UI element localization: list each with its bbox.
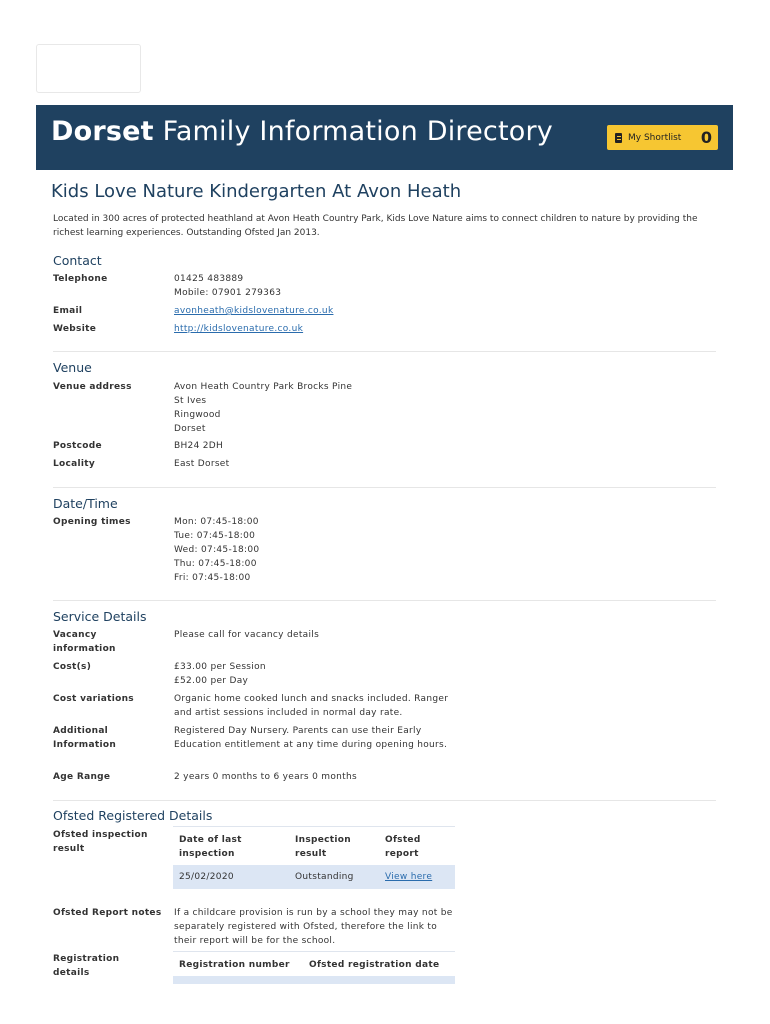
table-header: Inspection result	[295, 835, 351, 859]
mobile-number: Mobile: 07901 279363	[174, 288, 282, 298]
ofsted-heading: Ofsted Registered Details	[53, 808, 213, 823]
vacancy-value: Please call for vacancy details	[174, 630, 320, 640]
opening-day: Fri: 07:45-18:00	[174, 573, 251, 583]
cost-label: Cost(s)	[53, 662, 92, 672]
section-divider	[53, 800, 716, 801]
postcode-value: BH24 2DH	[174, 441, 224, 451]
datetime-section	[53, 496, 716, 512]
registration-date-cell	[303, 976, 455, 984]
registration-details-label: Registration details	[53, 954, 120, 978]
website-label: Website	[53, 324, 97, 334]
opening-day: Wed: 07:45-18:00	[174, 545, 260, 555]
provider-description: Located in 300 acres of protected heathland at Avon Heath Country Park, Kids Love Nature aims to connect children to nature by providing the richest learning experiences. Outstanding Ofsted Jan 2013.	[53, 214, 698, 238]
shortlist-count: 0	[700, 128, 712, 147]
site-header-banner	[36, 105, 733, 170]
locality-label: Locality	[53, 459, 96, 469]
shortlist-label: My Shortlist	[628, 132, 682, 143]
vacancy-label: Vacancy information	[53, 630, 116, 654]
table-row	[173, 976, 455, 984]
view-report-link[interactable]: View here	[385, 872, 433, 882]
site-logo-placeholder	[36, 44, 141, 93]
registration-table	[173, 951, 455, 984]
registration-number-cell	[173, 976, 303, 984]
opening-times-label: Opening times	[53, 517, 131, 527]
venue-address-label: Venue address	[53, 382, 132, 392]
contact-heading: Contact	[53, 253, 102, 268]
table-header: Registration number	[179, 960, 290, 970]
locality-value: East Dorset	[174, 459, 230, 469]
address-line: St Ives	[174, 396, 207, 406]
venue-address-value	[174, 380, 464, 436]
opening-day: Thu: 07:45-18:00	[174, 559, 257, 569]
table-header: Ofsted report	[385, 835, 421, 859]
address-line: Ringwood	[174, 410, 221, 420]
table-header: Date of last inspection	[179, 835, 242, 859]
ofsted-inspection-label: Ofsted inspection result	[53, 830, 148, 854]
inspection-result-cell: Outstanding	[289, 865, 379, 889]
cost-line: £52.00 per Day	[174, 676, 249, 686]
cost-value	[174, 660, 464, 688]
datetime-heading: Date/Time	[53, 496, 118, 511]
telephone-value	[174, 272, 464, 300]
venue-section	[53, 360, 716, 376]
opening-day: Mon: 07:45-18:00	[174, 517, 259, 527]
shortlist-list-icon	[615, 133, 622, 143]
email-link[interactable]: avonheath@kidslovenature.co.uk	[174, 306, 334, 316]
telephone-label: Telephone	[53, 274, 108, 284]
cost-line: £33.00 per Session	[174, 662, 266, 672]
report-notes-label: Ofsted Report notes	[53, 908, 162, 918]
address-line: Avon Heath Country Park Brocks Pine	[174, 382, 353, 392]
ofsted-inspection-table	[173, 826, 455, 889]
additional-info-value: Registered Day Nursery. Parents can use their Early Education entitlement at any time during opening hours.	[174, 726, 448, 750]
report-notes-value: If a childcare provision is run by a school they may not be separately registered with Ofsted, therefore the link to their report will be for the school.	[174, 908, 453, 946]
ofsted-report-cell	[379, 865, 455, 889]
address-line: Dorset	[174, 424, 206, 434]
age-range-label: Age Range	[53, 772, 111, 782]
site-title[interactable]: Dorset Family Information Directory	[51, 116, 553, 147]
service-section	[53, 609, 716, 625]
email-label: Email	[53, 306, 83, 316]
opening-day: Tue: 07:45-18:00	[174, 531, 256, 541]
opening-times-value	[174, 515, 464, 585]
age-range-value: 2 years 0 months to 6 years 0 months	[174, 772, 357, 782]
telephone-number: 01425 483889	[174, 274, 244, 284]
section-divider	[53, 600, 716, 601]
contact-section	[53, 253, 716, 269]
cost-variations-value: Organic home cooked lunch and snacks included. Ranger and artist sessions included in normal day rate.	[174, 694, 449, 718]
postcode-label: Postcode	[53, 441, 102, 451]
email-value	[174, 304, 464, 318]
website-value	[174, 322, 464, 336]
table-row	[173, 865, 455, 889]
service-heading: Service Details	[53, 609, 147, 624]
section-divider	[53, 487, 716, 488]
inspection-date-cell: 25/02/2020	[173, 865, 289, 889]
my-shortlist-button[interactable]	[607, 125, 718, 150]
table-header: Ofsted registration date	[309, 960, 440, 970]
additional-info-label: Additional Information	[53, 726, 117, 750]
website-link[interactable]: http://kidslovenature.co.uk	[174, 324, 304, 334]
ofsted-section	[53, 808, 716, 824]
section-divider	[53, 351, 716, 352]
venue-heading: Venue	[53, 360, 92, 375]
cost-variations-label: Cost variations	[53, 694, 134, 704]
page-title: Kids Love Nature Kindergarten At Avon Heath	[51, 181, 462, 202]
